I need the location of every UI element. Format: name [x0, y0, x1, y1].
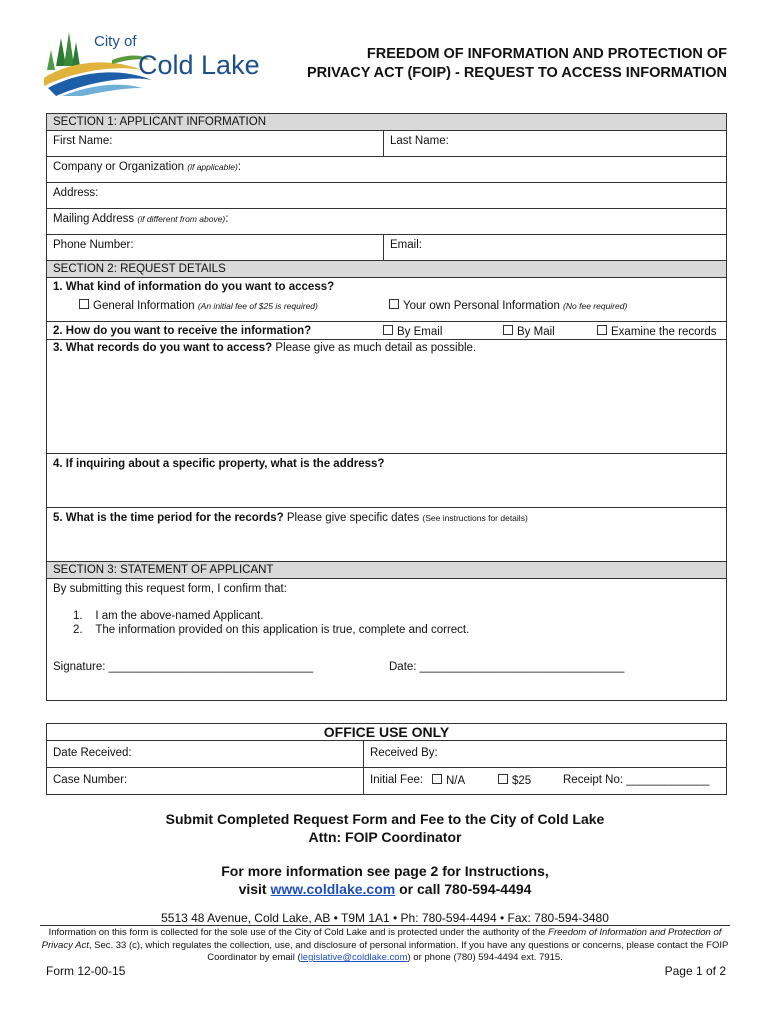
section-3-heading: SECTION 3: STATEMENT OF APPLICANT: [47, 562, 727, 579]
request-form: [46, 113, 727, 701]
option-by-email[interactable]: [383, 325, 442, 338]
submit-instructions: [0, 810, 770, 846]
question-5-small: (See instructions for details): [422, 513, 528, 523]
option-personal-label: Your own Personal Information: [403, 300, 560, 312]
records-field[interactable]: [47, 340, 727, 454]
footer-divider: [40, 925, 730, 926]
last-name-field[interactable]: [384, 131, 727, 157]
signature-line[interactable]: Signature: ________________________________: [53, 661, 314, 673]
question-1: 1. What kind of information do you want to access?: [53, 281, 335, 293]
notice-text-3: ) or phone (780) 594-4494 ext. 7915.: [407, 952, 563, 963]
option-by-mail[interactable]: [503, 325, 555, 338]
statement-item-2: 2. The information provided on this application is true, complete and correct.: [73, 624, 470, 636]
checkbox-icon[interactable]: [383, 325, 393, 335]
more-info-line-1: For more information see page 2 for Instructions,: [221, 863, 549, 879]
option-general-label: General Information: [93, 300, 195, 312]
checkbox-icon[interactable]: [432, 774, 442, 784]
date-line[interactable]: Date: ________________________________: [389, 661, 625, 673]
visit-label: visit: [238, 881, 271, 897]
company-field[interactable]: Company or Organization (if applicable):: [47, 157, 727, 183]
property-address-field[interactable]: [47, 454, 727, 508]
initial-fee-label: Initial Fee:: [370, 774, 424, 786]
more-info: [0, 862, 770, 898]
submit-line-2: Attn: FOIP Coordinator: [308, 829, 462, 845]
time-period-field[interactable]: [47, 508, 727, 562]
phone-field[interactable]: [47, 235, 384, 261]
receipt-number[interactable]: Receipt No: _____________: [563, 774, 710, 786]
email-label: Email:: [390, 239, 422, 251]
title-line-1: FREEDOM OF INFORMATION AND PROTECTION OF: [366, 46, 727, 62]
office-use-table: [46, 723, 727, 795]
received-by-field[interactable]: [364, 741, 727, 768]
notice-text-2: , Sec. 33 (c), which regulates the collection, use, and disclosure of personal information. If you have any questions or concerns, please contact the FOIP Coordinator by email (: [88, 939, 729, 963]
question-3-note: Please give as much detail as possible.: [275, 342, 477, 354]
question-5: 5. What is the time period for the records?: [53, 512, 284, 524]
mailing-label: Mailing Address: [53, 213, 135, 225]
section-2-heading: SECTION 2: REQUEST DETAILS: [47, 261, 727, 278]
option-personal-note: (No fee required): [563, 301, 628, 311]
option-general-information[interactable]: [79, 299, 318, 312]
fee-25-option[interactable]: [498, 774, 531, 787]
first-name-label: First Name:: [53, 135, 113, 147]
option-general-note: (An initial fee of $25 is required): [197, 301, 318, 311]
logo-text-city: City of: [94, 33, 137, 50]
case-number-label: Case Number:: [53, 774, 128, 786]
company-label: Company or Organization: [53, 161, 185, 173]
question-2: 2. How do you want to receive the information?: [53, 325, 312, 337]
website-link[interactable]: www.coldlake.com: [270, 881, 396, 897]
option-by-mail-label: By Mail: [517, 326, 555, 338]
mailing-address-field[interactable]: Mailing Address (if different from above):: [47, 209, 727, 235]
option-examine-records[interactable]: [597, 325, 716, 338]
submit-line-1: Submit Completed Request Form and Fee to the City of Cold Lake: [165, 811, 605, 827]
form-number: Form 12-00-15: [46, 964, 126, 978]
notice-email-link[interactable]: legislative@coldlake.com: [300, 952, 408, 963]
notice-act: Freedom of Information and Protection of Privacy Act: [41, 927, 722, 951]
checkbox-icon[interactable]: [79, 299, 89, 309]
page-number: Page 1 of 2: [664, 964, 726, 978]
option-by-email-label: By Email: [397, 326, 443, 338]
notice-text-1: Information on this form is collected for the sole use of the City of Cold Lake and is protected under the authority of the: [48, 927, 549, 938]
call-label: or call 780-594-4494: [395, 881, 532, 897]
privacy-notice: [40, 927, 730, 965]
checkbox-icon[interactable]: [597, 325, 607, 335]
statement-item-1: 1. I am the above-named Applicant.: [73, 610, 264, 622]
first-name-field[interactable]: [47, 131, 384, 157]
statement-item-2-text: The information provided on this application is true, complete and correct.: [95, 624, 470, 636]
fee-na-option[interactable]: [432, 774, 465, 787]
question-5-note: Please give specific dates: [286, 512, 420, 524]
statement-intro: By submitting this request form, I confirm that:: [53, 583, 287, 595]
mailing-note: (if different from above): [137, 214, 226, 224]
email-field[interactable]: [384, 235, 727, 261]
last-name-label: Last Name:: [390, 135, 449, 147]
checkbox-icon[interactable]: [498, 774, 508, 784]
date-received-field[interactable]: [47, 741, 364, 768]
case-number-field[interactable]: [47, 768, 364, 795]
document-title: [282, 45, 727, 83]
address-field[interactable]: [47, 183, 727, 209]
city-logo: [42, 30, 277, 96]
date-received-label: Date Received:: [53, 747, 132, 759]
received-by-label: Received By:: [370, 747, 438, 759]
office-use-heading: OFFICE USE ONLY: [47, 724, 727, 741]
option-personal-information[interactable]: [389, 299, 627, 312]
question-4: 4. If inquiring about a specific property, what is the address?: [53, 458, 385, 470]
statement-item-1-text: I am the above-named Applicant.: [95, 610, 264, 622]
fee-na-label: N/A: [446, 775, 466, 787]
question-3: 3. What records do you want to access?: [53, 342, 273, 354]
logo-text-cold-lake: Cold Lake: [138, 50, 260, 80]
address-label: Address:: [53, 187, 99, 199]
option-examine-label: Examine the records: [611, 326, 717, 338]
checkbox-icon[interactable]: [503, 325, 513, 335]
company-note: (if applicable): [187, 162, 238, 172]
title-line-2: PRIVACY ACT (FOIP) - REQUEST TO ACCESS INFORMATION: [307, 65, 727, 81]
section-1-heading: SECTION 1: APPLICANT INFORMATION: [47, 114, 727, 131]
statement-list: [73, 610, 720, 636]
fee-25-label: $25: [512, 775, 532, 787]
address-line: 5513 48 Avenue, Cold Lake, AB • T9M 1A1 • Ph: 780-594-4494 • Fax: 780-594-3480: [161, 911, 609, 925]
phone-label: Phone Number:: [53, 239, 134, 251]
checkbox-icon[interactable]: [389, 299, 399, 309]
